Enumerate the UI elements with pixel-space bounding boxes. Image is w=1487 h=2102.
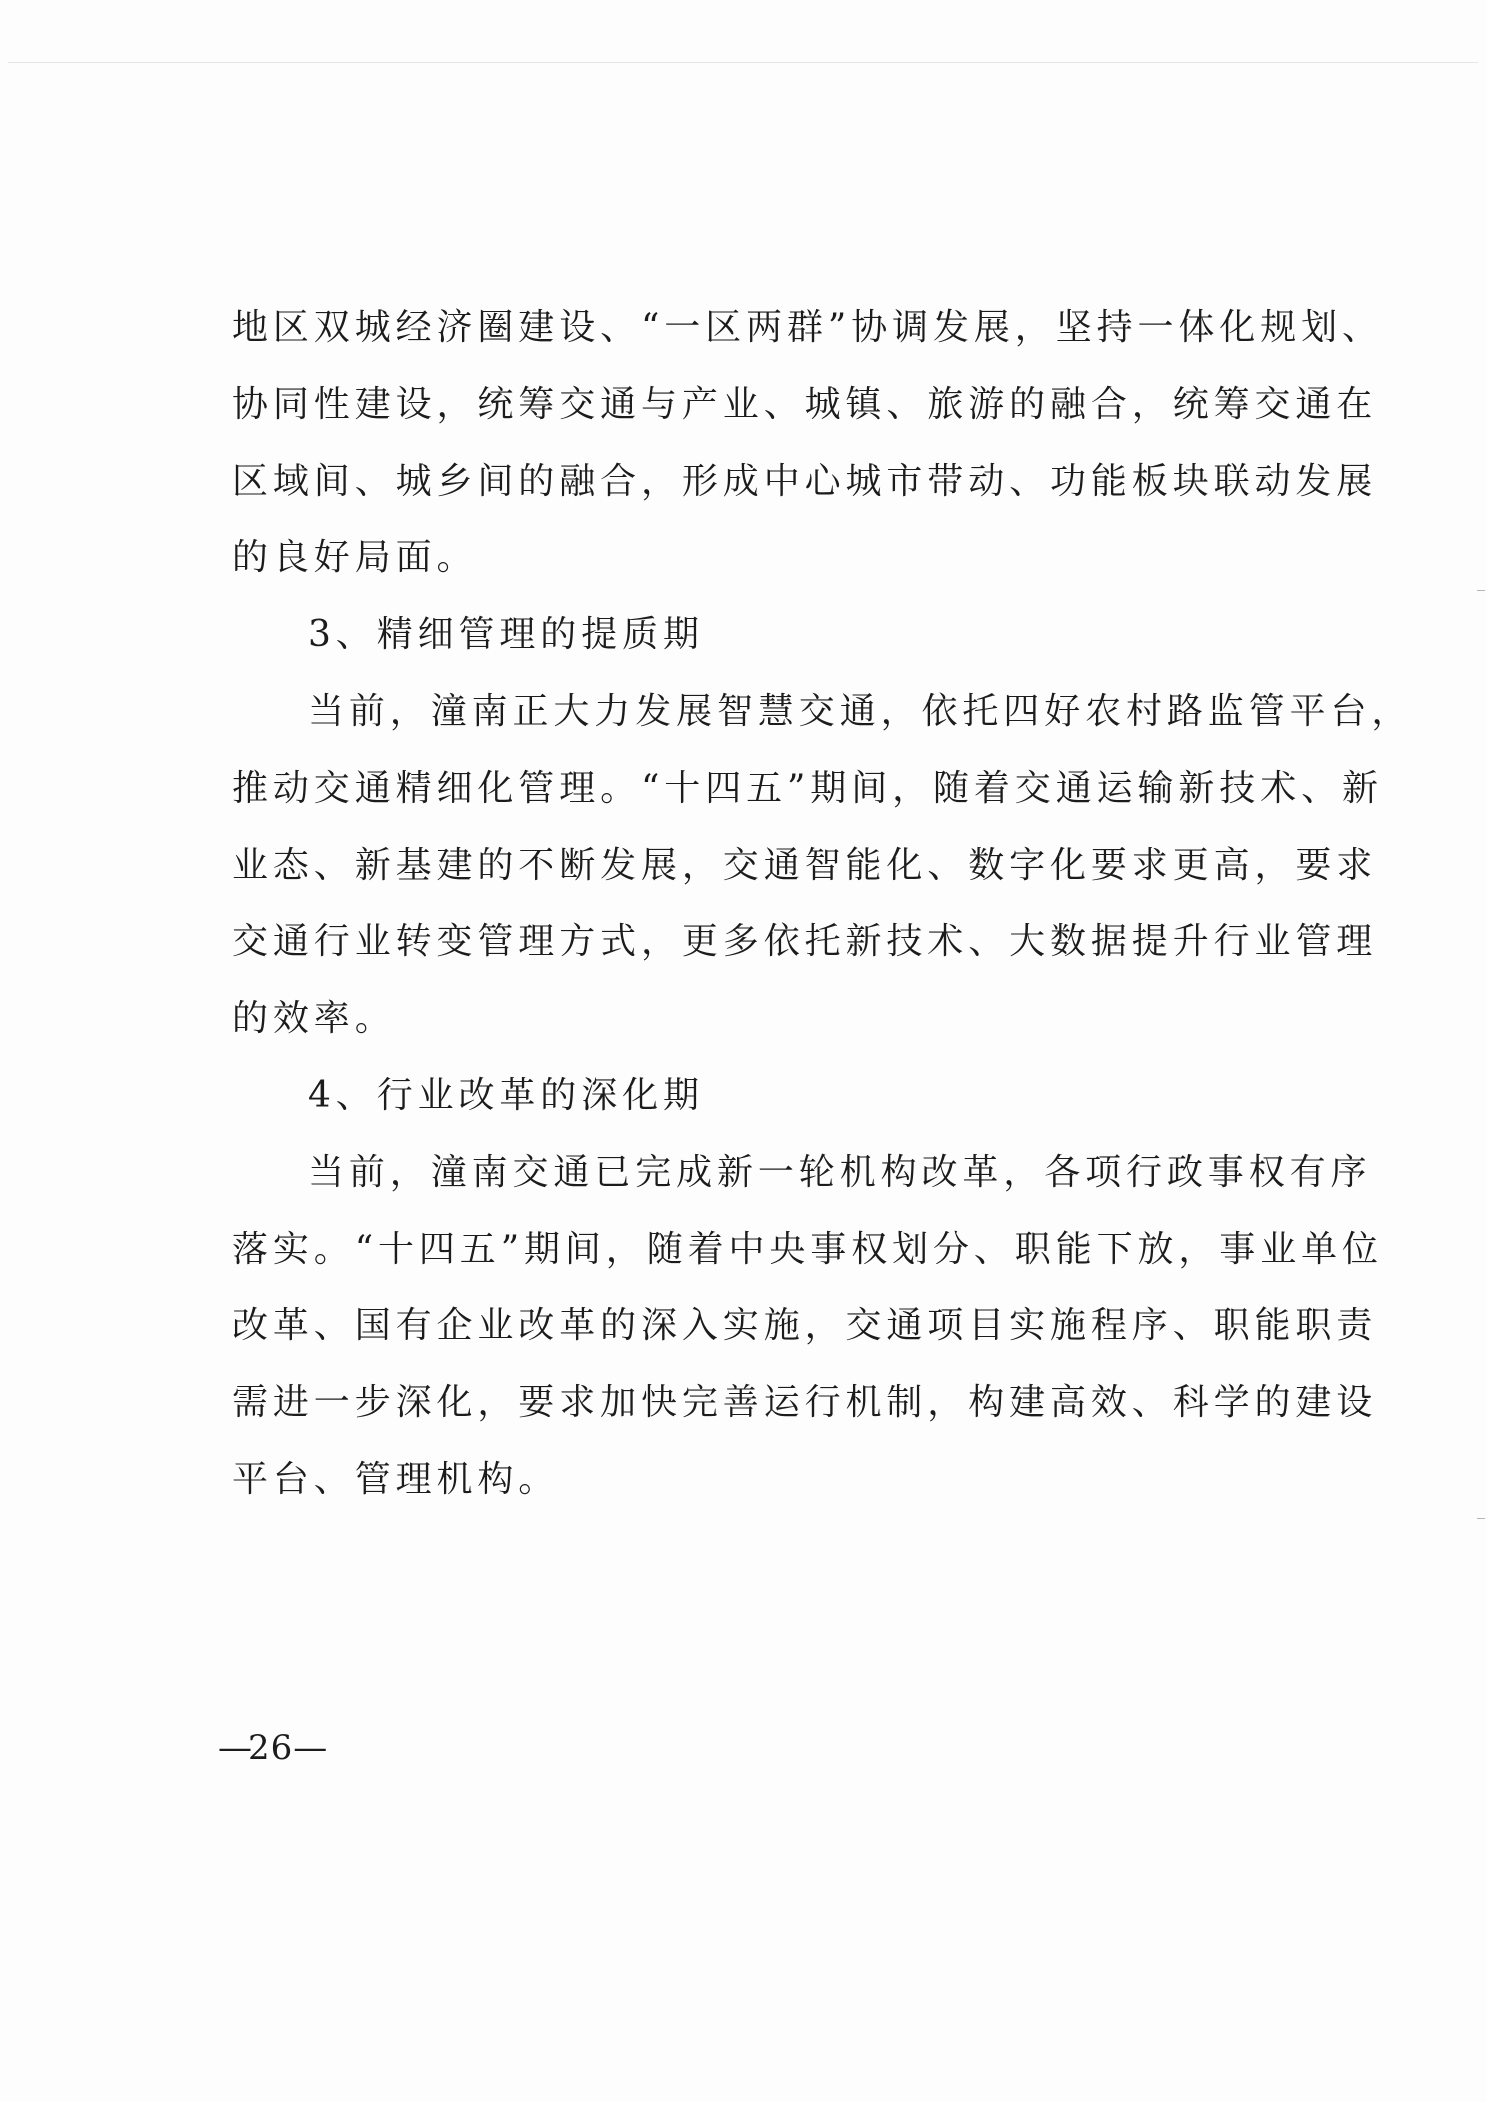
body-line: 的效率。	[232, 998, 396, 1040]
scan-edge-mark	[1477, 590, 1485, 591]
body-line: 需进一步深化，要求加快完善运行机制，构建高效、科学的建设	[232, 1382, 1378, 1424]
page-number-dash-left: —	[218, 1728, 248, 1768]
page-number-dash-right: —	[293, 1728, 324, 1768]
body-line: 协同性建设，统筹交通与产业、城镇、旅游的融合，统筹交通在	[232, 383, 1378, 425]
scan-top-edge	[8, 62, 1478, 63]
body-line: 推动交通精细化管理。“十四五”期间，随着交通运输新技术、新	[232, 767, 1383, 809]
body-line: 业态、新基建的不断发展，交通智能化、数字化要求更高，要求	[232, 844, 1378, 886]
body-line: 改革、国有企业改革的深入实施，交通项目实施程序、职能职责	[232, 1305, 1378, 1347]
page-number	[218, 1728, 323, 1768]
body-line: 平台、管理机构。	[232, 1458, 560, 1500]
body-line: 交通行业转变管理方式，更多依托新技术、大数据提升行业管理	[232, 921, 1378, 963]
body-line: 当前，潼南交通已完成新一轮机构改革，各项行政事权有序	[308, 1151, 1372, 1193]
body-line: 的良好局面。	[232, 537, 478, 579]
section-heading-3: 3、精细管理的提质期	[308, 614, 704, 656]
page-number-value: 26	[248, 1728, 294, 1768]
section-heading-4: 4、行业改革的深化期	[308, 1074, 704, 1116]
body-line: 当前，潼南正大力发展智慧交通，依托四好农村路监管平台，	[308, 690, 1413, 732]
body-line: 区域间、城乡间的融合，形成中心城市带动、功能板块联动发展	[232, 460, 1378, 502]
body-line: 地区双城经济圈建设、“一区两群”协调发展，坚持一体化规划、	[232, 307, 1383, 348]
document-body	[232, 290, 1413, 1519]
scan-edge-mark	[1477, 1518, 1485, 1519]
body-line: 落实。“十四五”期间，随着中央事权划分、职能下放，事业单位	[232, 1228, 1383, 1270]
